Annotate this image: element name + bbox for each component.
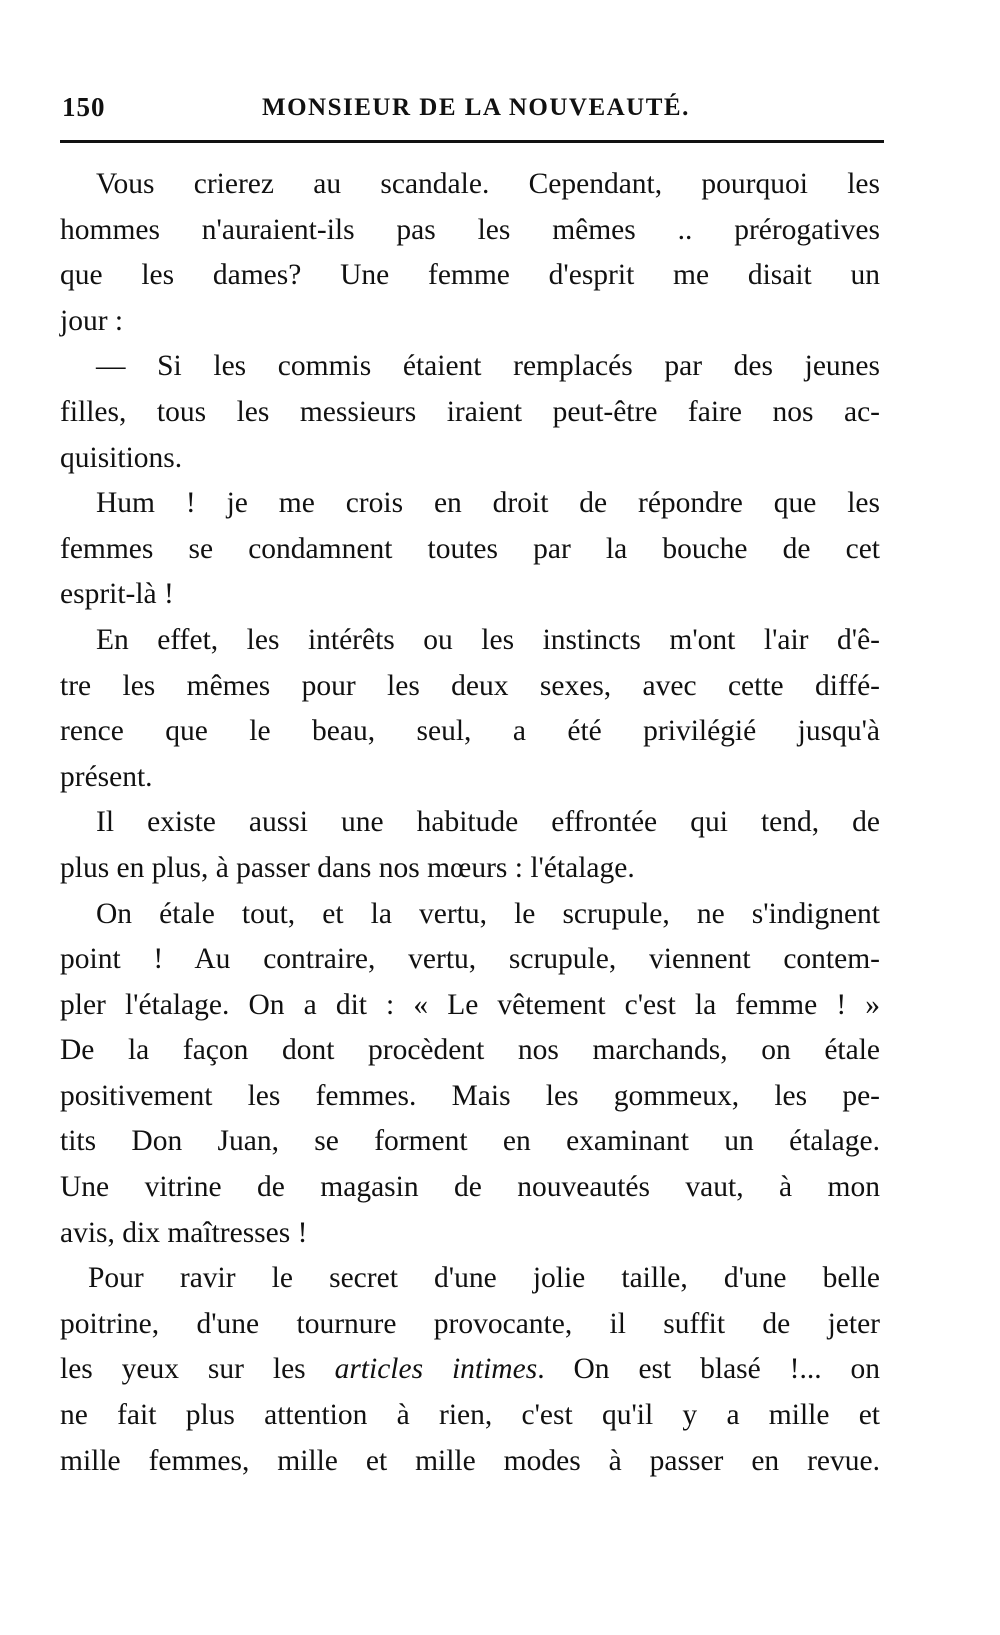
italic-phrase: articles intimes [334, 1353, 538, 1386]
text-line: Il existe aussi une habitude effrontée qui tend, de [96, 806, 880, 839]
text-line: rence que le beau, seul, a été privilégié jusqu'à [60, 715, 880, 748]
header-rule [60, 140, 884, 143]
text-line: pler l'étalage. On a dit : « Le vêtement c'est la femme ! » [60, 988, 880, 1021]
text-line: poitrine, d'une tournure provocante, il suffit de jeter [60, 1307, 880, 1340]
text-segment: . On est blasé !... on [537, 1353, 881, 1386]
text-line: tre les mêmes pour les deux sexes, avec cette diffé- [60, 669, 880, 702]
text-line: Hum ! je me crois en droit de répondre que les [96, 487, 880, 520]
text-line: tits Don Juan, se forment en examinant un étalage. [60, 1125, 880, 1158]
text-line: De la façon dont procèdent nos marchands, on étale [60, 1034, 880, 1067]
text-line: Pour ravir le secret d'une jolie taille, d'une belle [88, 1262, 880, 1295]
page-header [62, 92, 882, 132]
text-line: — Si les commis étaient remplacés par des jeunes [96, 350, 880, 383]
text-line: quisitions. [60, 441, 183, 474]
text-line: point ! Au contraire, vertu, scrupule, viennent contem- [60, 943, 880, 976]
text-line: plus en plus, à passer dans nos mœurs : l'étalage. [60, 851, 635, 884]
text-line: jour : [60, 304, 124, 337]
text-line [60, 1347, 880, 1393]
text-line: hommes n'auraient-ils pas les mêmes .. prérogatives [60, 213, 880, 246]
text-line: Une vitrine de magasin de nouveautés vaut, à mon [60, 1171, 880, 1204]
text-line: Vous crierez au scandale. Cependant, pourquoi les [96, 168, 880, 200]
page-number: 150 [62, 92, 106, 122]
text-line: filles, tous les messieurs iraient peut-être faire nos ac- [60, 395, 880, 428]
text-line: ne fait plus attention à rien, c'est qu'il y a mille et [60, 1399, 880, 1432]
text-line: mille femmes, mille et mille modes à passer en revue. [60, 1444, 880, 1477]
text-line: positivement les femmes. Mais les gommeux, les pe- [60, 1079, 880, 1112]
text-line: En effet, les intérêts ou les instincts m'ont l'air d'ê- [96, 623, 880, 656]
body-text [60, 162, 880, 1484]
text-line: esprit-là ! [60, 578, 174, 611]
text-line: On étale tout, et la vertu, le scrupule, ne s'indignent [96, 897, 880, 930]
text-segment: les yeux sur les [60, 1353, 335, 1386]
text-line: présent. [60, 760, 153, 793]
running-head: MONSIEUR DE LA NOUVEAUTÉ. [262, 94, 690, 121]
text-line: que les dames? Une femme d'esprit me disait un [60, 259, 880, 292]
text-line: femmes se condamnent toutes par la bouche de cet [60, 532, 880, 565]
text-line: avis, dix maîtresses ! [60, 1216, 308, 1249]
